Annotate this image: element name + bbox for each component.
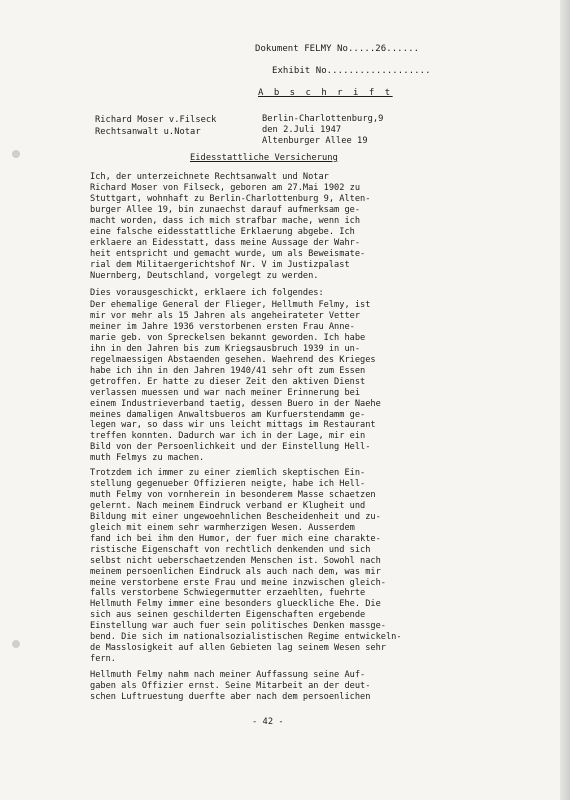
paragraph-character: Trotzdem ich immer zu einer ziemlich skeptischen Ein- stellung gegenueber Offizieren neigte, habe ich Hell- muth Felmy von vornherein in besonderem Masse schaetzen gelernt. Nach meinem Eindruck verband er Klugheit und Bildung mit einer ungewoehnlichen Bescheidenheit und zu- gleich mit einem sehr warmherzigen Wesen. Ausserdem fand ich bei ihm den Humor, der fuer mich eine charakte- ristische Eigenschaft von rechtlich denkenden und sich selbst nicht ueberschaetzenden Menschen ist. Sowohl nach meinem persoenlichen Eindruck als auch nach dem, was mir meine verstorbene erste Frau und meine inzwischen gleich- falls verstorbene Schwiegermutter erzaehlten, fuehrte Hellmuth Felmy immer eine besonders glueckliche Ehe. Die sich aus seinen geschilderten Eigenschaften ergebende Einstellung war auch fuer sein politisches Denken massge- bend. Die sich im nationalsozialistischen Regime entwickeln- de Masslosigkeit auf allen Gebieten lag seinem Wesen sehr fern. [90, 468, 402, 665]
punch-hole [12, 640, 20, 648]
paragraph-preface: Dies vorausgeschickt, erklaere ich folgendes: [90, 288, 324, 298]
sender-profession: Rechtsanwalt u.Notar [95, 127, 201, 137]
paragraph-acquaintance: Der ehemalige General der Flieger, Hellmuth Felmy, ist mir vor mehr als 15 Jahren als angeheirateter Vetter meiner im Jahre 1936 verstorbenen ersten Frau Anne- marie geb. von Spreckelsen bekannt geworden. Ich habe ihn in den Jahren bis zum Kriegsausbruch 1939 in un- regelmaessigen Abstaenden gesehen. Waehrend des Krieges habe ich ihn in den Jahren 1940/41 sehr oft zum Essen getroffen. Er hatte zu dieser Zeit den aktiven Dienst verlassen muessen und war nach meiner Erinnerung bei einem Industrieverband taetig, dessen Buero in der Naehe meines damaligen Anwaltsbueros am Kurfuerstendamm ge- legen war, so dass wir uns leicht mittags im Restaurant treffen konnten. Dadurch war ich in der Lage, mir ein Bild von der Persoenlichkeit und der Einstellung Hell- muth Felmys zu machen. [90, 300, 381, 464]
sender-name: Richard Moser v.Filseck [95, 115, 217, 125]
page-edge [560, 0, 570, 800]
subject-heading: Eidesstattliche Versicherung [190, 153, 338, 163]
paragraph-intro: Ich, der unterzeichnete Rechtsanwalt und Notar Richard Moser von Filseck, geboren am 27.Mai 1902 zu Stuttgart, wohnhaft zu Berlin-Charlottenburg 9, Alten- burger Allee 19, bin zunaechst darauf aufmerksam ge- macht worden, dass ich mich strafbar mache, wenn ich eine falsche eidesstattliche Erklaerung abgebe. Ich erklaere an Eidesstatt, dass meine Aussage der Wahr- heit entspricht und gemacht wurde, um als Beweismate- rial dem Militaergerichtshof Nr. V im Justizpalast Nuernberg, Deutschland, vorgelegt zu werden. [90, 172, 371, 281]
place-date-line2: den 2.Juli 1947 [262, 125, 342, 135]
paragraph-duties: Hellmuth Felmy nahm nach meiner Auffassung seine Auf- gaben als Offizier ernst. Seine Mitarbeit an der deut- schen Luftruestung duerfte aber nach dem persoenlichen [90, 670, 371, 702]
place-date-line3: Altenburger Allee 19 [262, 136, 368, 146]
place-date-line1: Berlin-Charlottenburg,9 [262, 114, 384, 124]
document-title: A b s c h r i f t [258, 88, 393, 98]
exhibit-number: Exhibit No................... [272, 66, 431, 76]
document-number: Dokument FELMY No.....26...... [255, 44, 420, 54]
page-number: - 42 - [252, 717, 284, 727]
punch-hole [12, 150, 20, 158]
